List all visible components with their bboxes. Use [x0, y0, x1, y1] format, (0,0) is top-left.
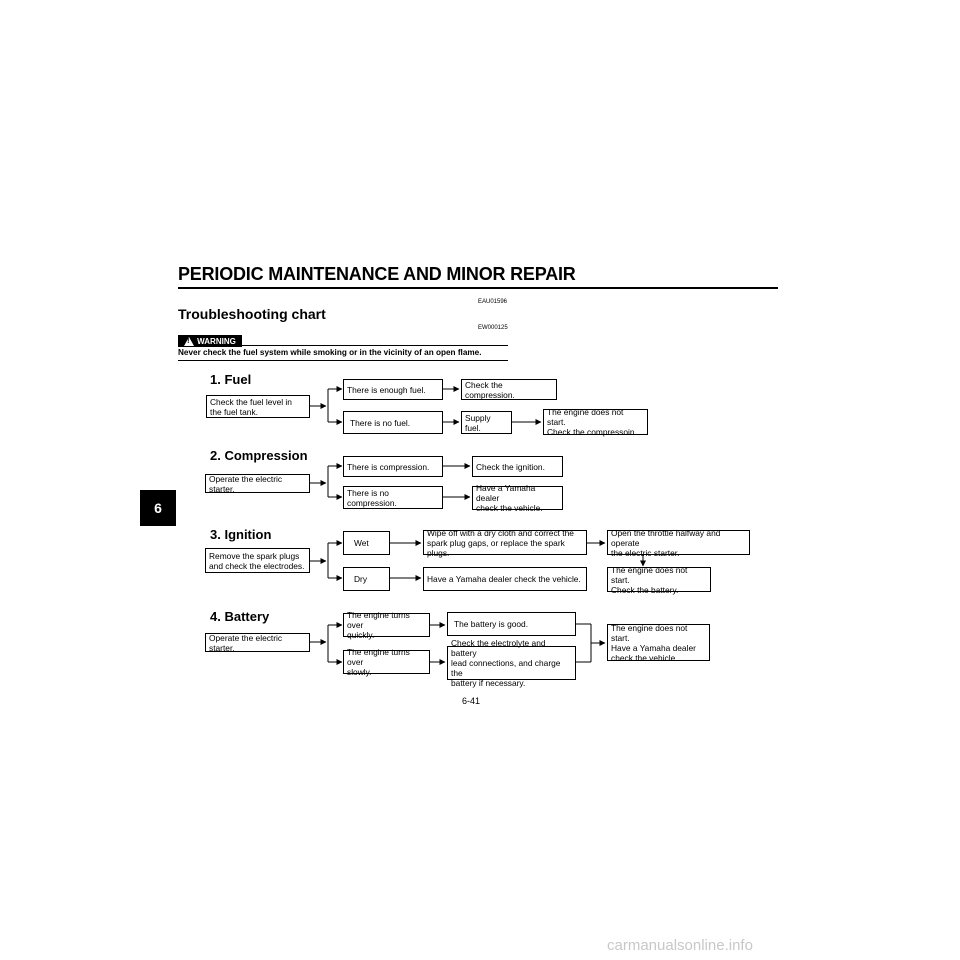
- compression-start-box: Operate the electric starter.: [205, 474, 310, 493]
- battery-slow-box: The engine turns over slowly.: [343, 650, 430, 674]
- chapter-tab: 6: [140, 490, 176, 526]
- warning-triangle-icon: !: [184, 337, 194, 346]
- ignition-wet-box: Wet: [343, 531, 390, 555]
- battery-final-box: The engine does not start. Have a Yamaha dealer check the vehicle.: [607, 624, 710, 661]
- battery-start-box: Operate the electric starter.: [205, 633, 310, 652]
- ignition-wet-next-box: Wipe off with a dry cloth and correct the spark plug gaps, or replace the spark plugs.: [423, 530, 587, 555]
- ignition-wet-result-box: Open the throttle halfway and operate the electric starter.: [607, 530, 750, 555]
- ignition-dry-next-box: Have a Yamaha dealer check the vehicle.: [423, 567, 587, 591]
- section-code: EAU01596: [478, 299, 508, 305]
- fuel-start-box: Check the fuel level in the fuel tank.: [206, 395, 310, 418]
- fuel-yes-box: There is enough fuel.: [343, 379, 443, 400]
- fuel-no-box: There is no fuel.: [343, 411, 443, 434]
- fuel-yes-next-box: Check the compression.: [461, 379, 557, 400]
- warning-text: Never check the fuel system while smoking or in the vicinity of an open flame.: [178, 348, 482, 357]
- battery-quick-next-box: The battery is good.: [447, 612, 576, 636]
- compression-no-next-box: Have a Yamaha dealer check the vehicle.: [472, 486, 563, 510]
- fuel-no-result-box: The engine does not start. Check the compressoin.: [543, 409, 648, 435]
- ignition-final-box: The engine does not start. Check the battery.: [607, 567, 711, 592]
- ignition-section-title: 3. Ignition: [210, 527, 272, 542]
- section-title: Troubleshooting chart: [178, 306, 326, 322]
- page-number: 6-41: [462, 696, 481, 706]
- ignition-start-box: Remove the spark plugs and check the electrodes.: [205, 548, 310, 573]
- warning-code: EW000125: [478, 325, 508, 331]
- watermark: carmanualsonline.info: [607, 937, 753, 954]
- ignition-dry-box: Dry: [343, 567, 390, 591]
- compression-no-box: There is no compression.: [343, 486, 443, 509]
- compression-yes-box: There is compression.: [343, 456, 443, 477]
- page-header-title: PERIODIC MAINTENANCE AND MINOR REPAIR: [178, 264, 576, 284]
- compression-yes-next-box: Check the ignition.: [472, 456, 563, 477]
- fuel-no-next-box: Supply fuel.: [461, 411, 512, 434]
- battery-section-title: 4. Battery: [210, 609, 270, 624]
- battery-slow-next-box: Check the electrolyte and battery lead connections, and charge the battery if necessary.: [447, 646, 576, 680]
- fuel-section-title: 1. Fuel: [210, 372, 252, 387]
- compression-section-title: 2. Compression: [210, 448, 308, 463]
- warning-badge-label: WARNING: [197, 336, 236, 346]
- battery-quick-box: The engine turns over quickly.: [343, 613, 430, 637]
